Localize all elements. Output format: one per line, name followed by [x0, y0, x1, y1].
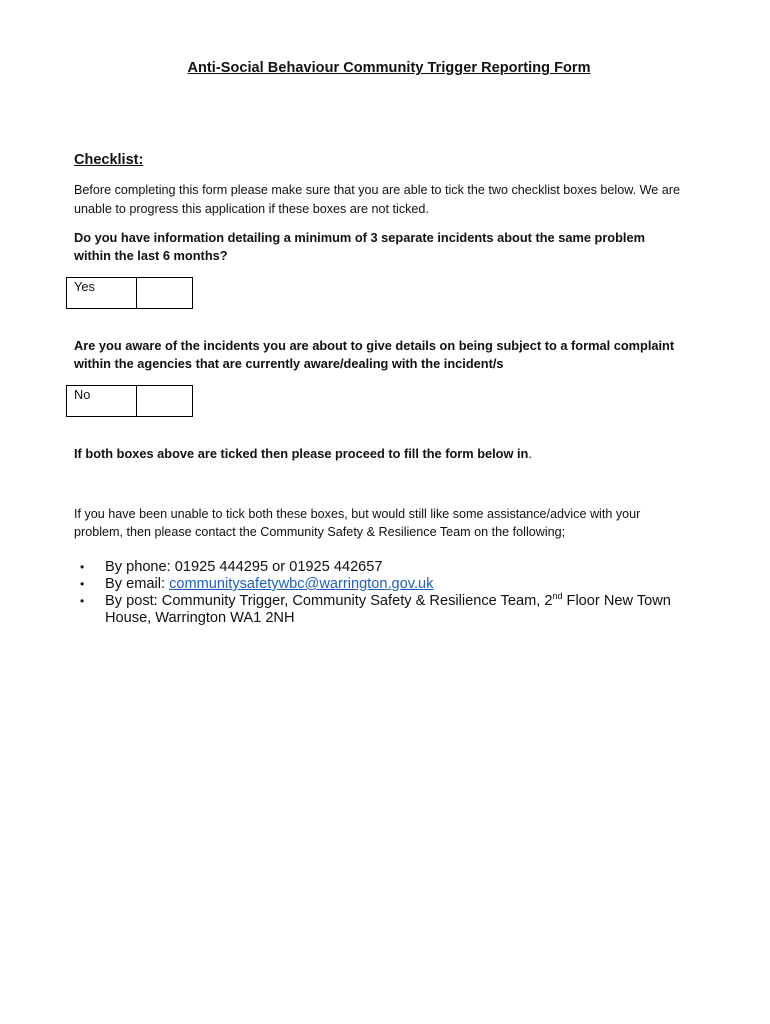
bullet-icon: •: [80, 594, 85, 608]
answer-box-formal-complaint: [66, 385, 193, 417]
page-title: Anti-Social Behaviour Community Trigger Reporting Form: [187, 60, 591, 76]
contact-phone: [74, 559, 694, 576]
bullet-icon: •: [80, 560, 85, 574]
contact-phone-text: By phone: 01925 444295 or 01925 442657: [105, 559, 383, 575]
proceed-punct: .: [528, 446, 532, 461]
checklist-heading: Checklist:: [74, 152, 144, 168]
contact-post-sup: nd: [552, 591, 563, 602]
proceed-instruction: [74, 446, 532, 461]
intro-paragraph: Before completing this form please make sure that you are able to tick the two checklist boxes below. We are unable to progress this application if these boxes are not ticked.: [74, 183, 680, 216]
answer-label-yes: Yes: [67, 278, 137, 308]
question-incidents: Do you have information detailing a minimum of 3 separate incidents about the same problem within the last 6 months?: [74, 230, 645, 263]
proceed-text: If both boxes above are ticked then please proceed to fill the form below in: [74, 446, 529, 461]
tick-box-incidents[interactable]: [137, 278, 192, 308]
assistance-paragraph: If you have been unable to tick both these boxes, but would still like some assistance/advice with your problem, then please contact the Community Safety & Resilience Team on the following;: [74, 507, 641, 539]
answer-box-incidents: [66, 277, 193, 309]
answer-label-no: No: [67, 386, 137, 416]
bullet-icon: •: [80, 577, 85, 591]
contact-post-suffix: Floor New Town House, Warrington WA1 2NH: [105, 593, 671, 626]
contact-list: [74, 559, 694, 627]
contact-post: [74, 593, 694, 627]
tick-box-formal-complaint[interactable]: [137, 386, 192, 416]
contact-post-prefix: By post: Community Trigger, Community Safety & Resilience Team, 2: [105, 593, 553, 609]
question-formal-complaint: Are you aware of the incidents you are about to give details on being subject to a formal complaint within the agencies that are currently aware/dealing with the incident/s: [74, 338, 675, 371]
contact-email: [74, 576, 694, 593]
contact-email-prefix: By email:: [105, 576, 170, 592]
email-link[interactable]: communitysafetywbc@warrington.gov.uk: [169, 576, 434, 592]
